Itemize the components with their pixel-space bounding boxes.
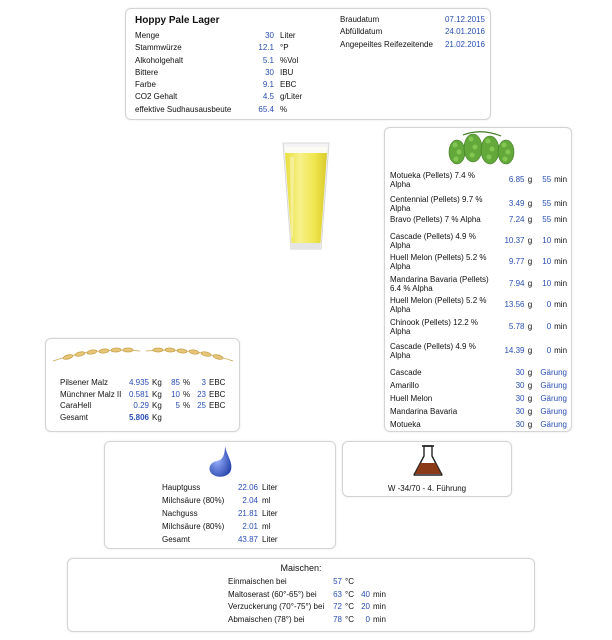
hop-time: 55 [542,175,552,184]
date-label: Angepeiltes Reifezeitende [340,39,433,49]
param-label: Menge [135,31,160,40]
hop-time-unit: min [554,257,568,266]
hop-amount: 13.56 [504,300,525,309]
malt-pct-unit: % [183,389,191,399]
hop-time-unit: min [554,279,568,288]
hop-unit: g [527,215,533,224]
malt-ebc: 3 [201,378,206,387]
dry-hop-stage: Gärung [540,381,567,390]
hop-name: Cascade (Pellets) 4.9 % Alpha [390,342,476,360]
param-value: 65.4 [258,104,274,114]
boil-hop-row [390,215,567,224]
mash-step-time: 20 [361,602,370,611]
water-label: Gesamt [162,535,191,544]
hop-unit: g [527,175,533,184]
recipe-date-row [340,14,485,26]
hop-unit: g [527,322,533,331]
date-value: 07.12.2015 [444,15,485,24]
water-drop-icon [203,444,237,480]
mash-step-time: 40 [361,589,370,599]
param-value: 5.1 [262,55,274,65]
date-label: Abfülldatum [340,27,383,37]
date-label: Braudatum [340,15,380,24]
boil-hop-row [390,318,567,336]
mash-step-row [228,614,386,627]
param-value: 30 [265,67,274,77]
malt-ebc-unit: EBC [209,378,226,387]
malt-table [60,377,225,423]
mash-step-label: Einmaischen bei [228,577,287,586]
recipe-param-row [135,79,302,91]
recipe-param-row [135,104,302,116]
param-label: Alkoholgehalt [135,55,184,65]
dry-hop-name: Motueka [390,420,421,429]
hops-card [384,127,572,432]
dry-hop-unit: g [527,407,533,416]
dry-hop-amount: 30 [515,394,525,403]
beer-glass-icon [280,139,332,255]
hop-amount: 6.85 [508,175,525,184]
hop-time: 0 [546,300,552,309]
hop-time-unit: min [554,322,568,331]
hop-time-unit: min [554,236,568,245]
param-value: 12.1 [258,43,274,53]
flask-icon [412,444,444,478]
hop-unit: g [527,257,533,266]
param-unit: IBU [280,67,294,77]
dry-hop-amount: 30 [515,381,525,390]
malt-name: Münchner Malz II [60,389,122,399]
hop-time: 0 [546,322,552,331]
malt-kg-unit: Kg [152,378,162,387]
hop-time-unit: min [554,215,568,224]
mash-step-temp: 63 [333,589,342,599]
mash-table [228,576,386,626]
hop-unit: g [527,279,533,288]
hop-unit: g [527,300,533,309]
hop-amount: 10.37 [504,236,525,245]
hop-time: 10 [542,236,552,245]
hop-time: 10 [542,257,552,266]
hop-name: Huell Melon (Pellets) 5.2 % Alpha [390,296,487,314]
param-unit: g/Liter [280,92,303,102]
mash-step-temp-unit: °C [345,614,354,624]
dry-hop-row [390,368,567,377]
hop-time: 10 [542,279,552,288]
water-row [162,494,278,507]
wheat-ears-icon [48,341,238,369]
recipe-date-row [340,39,485,51]
dry-hop-name: Mandarina Bavaria [390,407,458,416]
malt-pct-unit: % [183,401,191,410]
beer-glass-image [280,139,332,255]
malt-row [60,389,225,401]
malt-card [45,338,240,432]
malt-pct: 5 [175,401,180,410]
dry-hop-name: Amarillo [390,381,419,390]
boil-hop-row [390,171,567,189]
water-unit: ml [262,522,271,531]
dry-hop-stage: Gärung [540,407,567,416]
hop-amount: 3.49 [508,199,525,208]
dry-hop-unit: g [527,394,533,403]
recipe-overview-card [125,8,491,120]
malt-row [60,377,225,389]
hop-name: Centennial (Pellets) 9.7 % Alpha [390,195,483,213]
malt-name: Pilsener Malz [60,378,109,387]
dry-hop-stage: Gärung [540,394,567,403]
water-label: Milchsäure (80%) [162,522,225,531]
recipe-param-row [135,55,302,67]
mash-step-label: Maltoserast (60°-65°) bei [228,589,317,599]
hop-amount: 5.78 [508,322,525,331]
water-label: Milchsäure (80%) [162,496,225,505]
boil-hop-row [390,232,567,250]
param-label: Stammwürze [135,43,182,53]
malt-ebc: 23 [197,389,206,399]
hop-amount: 14.39 [504,346,525,355]
malt-total-label: Gesamt [60,412,89,422]
dry-hop-unit: g [527,381,533,390]
boil-hop-row [390,342,567,360]
malt-total-unit: Kg [152,412,162,422]
water-value: 21.81 [237,509,258,518]
hop-name: Motueka (Pellets) 7.4 % Alpha [390,171,475,189]
malt-ebc: 25 [197,401,206,410]
mash-step-row [228,589,386,602]
mash-title: Maischen: [280,563,322,573]
recipe-param-row [135,67,302,79]
mash-step-time-unit: min [373,589,386,599]
param-label: effektive Sudhausausbeute [135,104,232,114]
hop-name: Chinook (Pellets) 12.2 % Alpha [390,318,479,336]
hop-time-unit: min [554,199,568,208]
mash-step-temp-unit: °C [345,577,354,586]
water-value: 22.06 [237,483,258,492]
dry-hop-stage: Gärung [540,368,567,377]
water-row [162,520,278,533]
recipe-param-row [135,91,302,103]
mash-step-row [228,576,386,589]
water-unit: Liter [262,535,278,544]
dry-hop-row [390,394,567,403]
malt-pct: 85 [171,378,180,387]
mash-step-temp: 72 [333,602,342,611]
dry-hop-amount: 30 [515,407,525,416]
param-label: Farbe [135,80,156,90]
water-row [162,507,278,520]
yeast-name: W -34/70 - 4. Führung [387,484,467,493]
malt-ebc-unit: EBC [209,389,226,399]
water-label: Nachguss [162,509,198,518]
water-table [162,481,278,546]
hop-time: 55 [542,215,552,224]
dry-hop-name: Huell Melon [390,394,433,403]
mash-card [67,558,535,632]
boil-hop-row [390,296,567,314]
malt-pct: 10 [171,389,180,399]
date-value: 21.02.2016 [444,39,485,49]
boil-hop-row [390,195,567,213]
hop-name: Bravo (Pellets) 7 % Alpha [390,215,481,224]
dry-hop-row [390,407,567,416]
malt-kg: 0.29 [133,401,149,410]
mash-step-time: 0 [365,614,370,624]
mash-step-temp: 78 [333,614,342,624]
param-unit: Liter [280,31,296,40]
hop-amount: 7.94 [508,279,525,288]
dry-hop-row [390,381,567,390]
hop-name: Cascade (Pellets) 4.9 % Alpha [390,232,476,250]
water-unit: Liter [262,483,278,492]
hop-unit: g [527,199,533,208]
param-label: CO2 Gehalt [135,92,178,102]
malt-pct-unit: % [183,378,191,387]
hop-time-unit: min [554,175,568,184]
param-label: Bittere [135,67,159,77]
hop-amount: 9.77 [508,257,525,266]
param-value: 30 [265,31,274,40]
mash-step-label: Abmaischen (78°) bei [228,614,305,624]
hop-unit: g [527,346,533,355]
hop-cones-icon [443,130,521,170]
mash-step-row [228,601,386,614]
hop-time: 0 [546,346,552,355]
hop-unit: g [527,236,533,245]
yeast-card [342,441,512,497]
malt-total-row [60,412,225,424]
param-value: 4.5 [262,92,274,102]
param-unit: °P [280,43,289,53]
recipe-param-row [135,42,302,54]
water-row [162,533,278,546]
mash-step-temp: 57 [333,577,342,586]
water-unit: ml [262,496,271,505]
param-value: 9.1 [262,80,274,90]
hop-name: Mandarina Bavaria (Pellets) 6.4 % Alpha [390,275,489,293]
dry-hop-stage: Gärung [540,420,567,429]
date-value: 24.01.2016 [444,27,485,37]
mash-step-temp-unit: °C [345,589,354,599]
water-label: Hauptguss [162,483,201,492]
hop-time: 55 [542,199,552,208]
recipe-title: Hoppy Pale Lager [135,15,220,26]
malt-row [60,400,225,412]
water-row [162,481,278,494]
mash-step-time-unit [370,576,386,589]
water-value: 2.01 [242,522,258,531]
dry-hop-name: Cascade [390,368,422,377]
water-card [104,441,336,549]
malt-total-kg: 5.806 [128,412,149,422]
hop-time-unit: min [554,346,568,355]
malt-kg: 4.935 [128,378,149,387]
dry-hop-amount: 30 [515,420,525,429]
dry-hop-unit: g [527,368,533,377]
boil-hop-row [390,253,567,271]
hop-time-unit: min [554,300,568,309]
hop-amount: 7.24 [508,215,525,224]
mash-step-label: Verzuckerung (70°-75°) bei [228,602,325,611]
dry-hop-row [390,420,567,429]
water-value: 43.87 [237,535,258,544]
param-unit: %Vol [280,55,299,65]
malt-kg: 0.581 [128,389,149,399]
malt-ebc-unit: EBC [209,401,226,410]
recipe-param-row [135,30,302,42]
water-unit: Liter [262,509,278,518]
malt-kg-unit: Kg [152,401,162,410]
recipe-dates-table [340,14,485,51]
mash-step-time-unit: min [373,602,386,611]
param-unit: % [280,104,288,114]
param-unit: EBC [280,80,297,90]
hop-name: Huell Melon (Pellets) 5.2 % Alpha [390,253,487,271]
water-value: 2.04 [242,496,258,505]
malt-name: CaraHell [60,401,92,410]
dry-hop-unit: g [527,420,533,429]
malt-kg-unit: Kg [152,389,162,399]
dry-hop-amount: 30 [515,368,525,377]
boil-hop-row [390,275,567,293]
mash-step-time [360,576,370,589]
recipe-params-table [135,30,302,116]
recipe-date-row [340,26,485,38]
mash-step-time-unit: min [373,614,386,624]
mash-step-temp-unit: °C [345,602,354,611]
